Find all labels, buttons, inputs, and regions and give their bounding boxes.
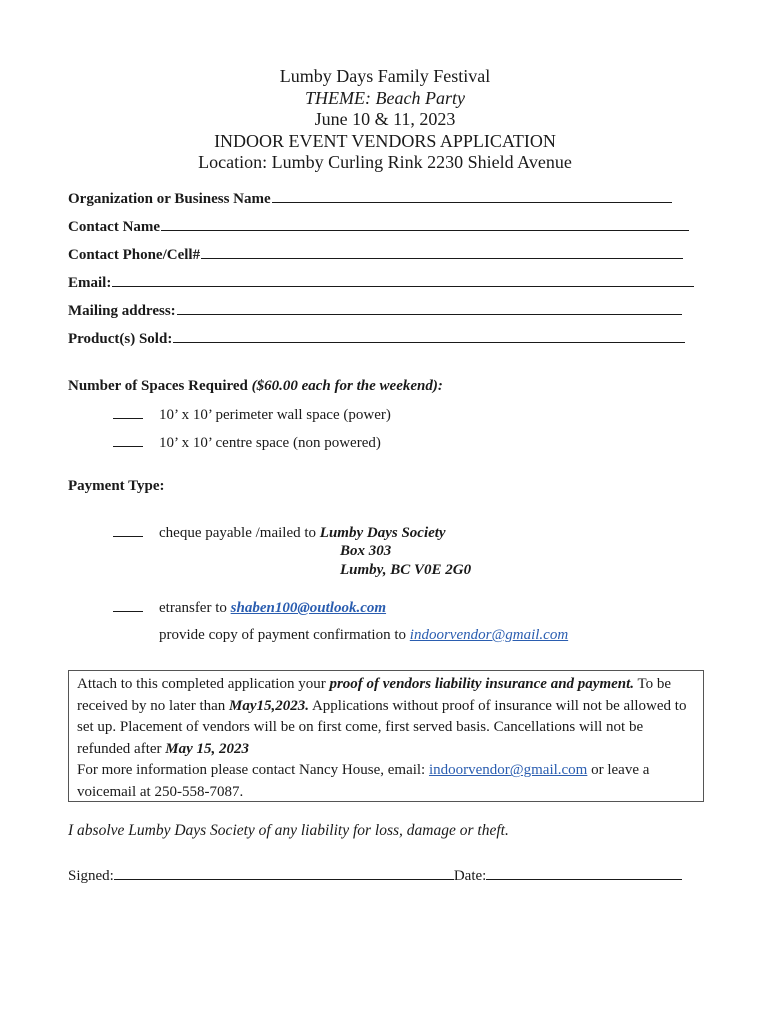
signature-row bbox=[68, 865, 682, 885]
products-label: Product(s) Sold: bbox=[68, 331, 173, 347]
payment-heading: Payment Type: bbox=[68, 478, 165, 494]
application-title: INDOOR EVENT VENDORS APPLICATION bbox=[214, 130, 556, 151]
notice-contact-text: For more information please contact Nancy House, email: bbox=[77, 762, 429, 779]
payee-address-line2: Lumby, BC V0E 2G0 bbox=[340, 562, 472, 578]
cheque-text: cheque payable /mailed to bbox=[159, 525, 317, 541]
notice-refund-date: May 15, 2023 bbox=[165, 740, 250, 757]
contact-name-line[interactable] bbox=[161, 216, 689, 231]
phone-label: Contact Phone/Cell# bbox=[68, 247, 201, 263]
space-perimeter-blank[interactable] bbox=[113, 406, 143, 419]
notice-text-1: Attach to this completed application your bbox=[77, 676, 330, 692]
contact-name-field bbox=[68, 216, 689, 236]
space-perimeter-label: 10’ x 10’ perimeter wall space (power) bbox=[159, 407, 391, 423]
space-option-perimeter bbox=[113, 406, 391, 424]
spaces-label: Number of Spaces Required bbox=[68, 378, 248, 394]
mailing-address-line[interactable] bbox=[177, 300, 682, 315]
notice-text-2: To be received by no later than bbox=[77, 676, 672, 714]
etransfer-email-link[interactable]: shaben100@outlook.com bbox=[230, 600, 387, 616]
cheque-payee: Lumby Days Society bbox=[319, 525, 446, 541]
spaces-heading bbox=[68, 378, 443, 395]
email-line[interactable] bbox=[112, 272, 694, 287]
phone-field bbox=[68, 244, 683, 264]
payee-address-line1: Box 303 bbox=[340, 543, 392, 559]
event-location: Location: Lumby Curling Rink 2230 Shield Avenue bbox=[198, 152, 572, 172]
mailing-address-label: Mailing address: bbox=[68, 303, 176, 319]
space-option-centre bbox=[113, 434, 381, 452]
payment-confirmation bbox=[159, 627, 568, 644]
products-line[interactable] bbox=[173, 328, 685, 343]
org-name-label: Organization or Business Name bbox=[68, 191, 271, 207]
festival-title: Lumby Days Family Festival bbox=[279, 66, 491, 86]
notice-deadline: May15,2023. bbox=[229, 697, 310, 714]
notice-insurance: proof of vendors liability insurance and payment. bbox=[329, 676, 635, 692]
signed-label: Signed: bbox=[68, 868, 114, 884]
confirmation-text: provide copy of payment confirmation to bbox=[159, 627, 407, 643]
festival-dates: June 10 & 11, 2023 bbox=[314, 109, 456, 129]
date-line[interactable] bbox=[486, 865, 682, 880]
notice-text-3: Applications without proof of insurance will not be allowed to set up. Placement of vendors will be on first come, first served basis. Cancellations will not be refunded after bbox=[77, 697, 687, 757]
spaces-price: ($60.00 each for the weekend): bbox=[251, 378, 443, 394]
phone-line[interactable] bbox=[201, 244, 683, 259]
confirmation-email-link[interactable]: indoorvendor@gmail.com bbox=[409, 627, 569, 643]
festival-theme: THEME: Beach Party bbox=[305, 87, 465, 108]
date-label: Date: bbox=[453, 868, 487, 884]
mailing-address-field bbox=[68, 300, 682, 320]
cheque-blank[interactable] bbox=[113, 524, 143, 537]
org-name-field bbox=[68, 188, 672, 208]
products-field bbox=[68, 328, 685, 348]
document-header bbox=[0, 66, 770, 174]
payment-etransfer-option bbox=[113, 599, 386, 617]
payment-cheque-option bbox=[113, 524, 446, 542]
etransfer-text: etransfer to bbox=[159, 600, 227, 616]
org-name-line[interactable] bbox=[272, 188, 672, 203]
signature-line[interactable] bbox=[114, 865, 454, 880]
space-centre-label: 10’ x 10’ centre space (non powered) bbox=[159, 435, 381, 451]
email-label: Email: bbox=[68, 275, 112, 291]
liability-waiver: I absolve Lumby Days Society of any liability for loss, damage or theft. bbox=[68, 822, 509, 839]
etransfer-blank[interactable] bbox=[113, 599, 143, 612]
notice-box bbox=[68, 670, 704, 802]
contact-name-label: Contact Name bbox=[68, 219, 161, 235]
notice-voicemail-text: or leave a voicemail at 250-558-7087. bbox=[77, 762, 650, 800]
space-centre-blank[interactable] bbox=[113, 434, 143, 447]
email-field bbox=[68, 272, 694, 292]
notice-contact-email-link[interactable]: indoorvendor@gmail.com bbox=[428, 762, 588, 779]
